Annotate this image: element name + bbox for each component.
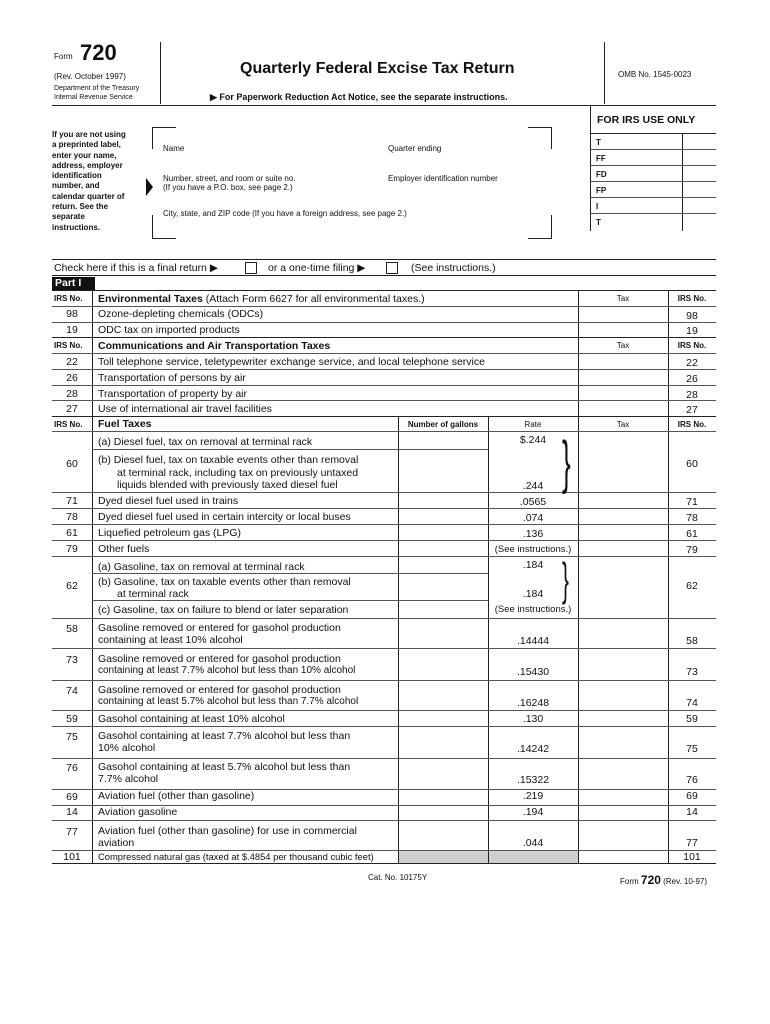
col-irs-no-right: IRS No.	[677, 341, 707, 350]
final-return-text: Check here if this is a final return ▶	[54, 262, 218, 274]
brace-icon: }	[562, 553, 569, 605]
form-title: Quarterly Federal Excise Tax Return	[240, 60, 515, 77]
one-time-filing-text: or a one-time filing ▶	[268, 262, 366, 274]
final-return-checkbox[interactable]	[245, 262, 257, 274]
po-box-note: (If you have a P.O. box, see page 2.)	[163, 183, 293, 192]
revision-date: (Rev. October 1997)	[54, 72, 126, 81]
paperwork-notice: ▶ For Paperwork Reduction Act Notice, see the separate instructions.	[210, 92, 508, 102]
brace-icon: }	[562, 430, 571, 495]
irs-code-i: I	[596, 202, 599, 211]
col-irs-no: IRS No.	[54, 294, 83, 303]
col-rate: Rate	[524, 420, 542, 429]
col-irs-no-right: IRS No.	[677, 294, 707, 303]
name-field-label: Name	[163, 144, 185, 153]
irs-code-ff: FF	[596, 154, 606, 163]
col-irs-no-right: IRS No.	[677, 420, 707, 429]
street-field-label: Number, street, and room or suite no.	[163, 174, 296, 183]
part-i-badge: Part I	[52, 277, 95, 290]
see-instructions-text: (See instructions.)	[411, 262, 496, 274]
shaded-cell	[399, 851, 488, 863]
arrow-icon	[146, 178, 153, 196]
col-tax: Tax	[616, 341, 630, 350]
irs-code-fp: FP	[596, 186, 607, 195]
label-instructions: If you are not using a preprinted label, enter your name, address, employer identification number, and calendar quarter of return. See the separate instructions.	[52, 130, 126, 232]
col-irs-no: IRS No.	[54, 420, 83, 429]
catalog-number: Cat. No. 10175Y	[368, 873, 428, 882]
irs-line: Internal Revenue Service	[54, 94, 133, 101]
footer-form-label: Form 720 (Rev. 10-97)	[620, 873, 708, 887]
col-tax: Tax	[616, 294, 630, 303]
ein-label: Employer identification number	[388, 174, 498, 183]
form-label: Form	[54, 52, 73, 61]
city-field-label: City, state, and ZIP code (If you have a foreign address, see page 2.)	[163, 209, 407, 218]
irs-use-title: FOR IRS USE ONLY	[597, 114, 696, 126]
communications-taxes-heading: Communications and Air Transportation Taxes	[98, 340, 331, 352]
fuel-taxes-heading: Fuel Taxes	[98, 418, 152, 430]
irs-code-t: T	[596, 138, 601, 147]
col-number-of-gallons: Number of gallons	[407, 420, 479, 429]
form-number: 720	[80, 40, 117, 65]
irs-code-t2: T	[596, 218, 601, 227]
shaded-cell	[489, 851, 578, 863]
omb-number: OMB No. 1545-0023	[618, 70, 692, 79]
environmental-taxes-heading: Environmental Taxes (Attach Form 6627 for all environmental taxes.)	[98, 293, 425, 305]
col-tax: Tax	[616, 420, 630, 429]
col-irs-no: IRS No.	[54, 341, 83, 350]
quarter-ending-label: Quarter ending	[388, 144, 442, 153]
department-line: Department of the Treasury	[54, 85, 140, 92]
one-time-filing-checkbox[interactable]	[386, 262, 398, 274]
irs-code-fd: FD	[596, 170, 607, 179]
